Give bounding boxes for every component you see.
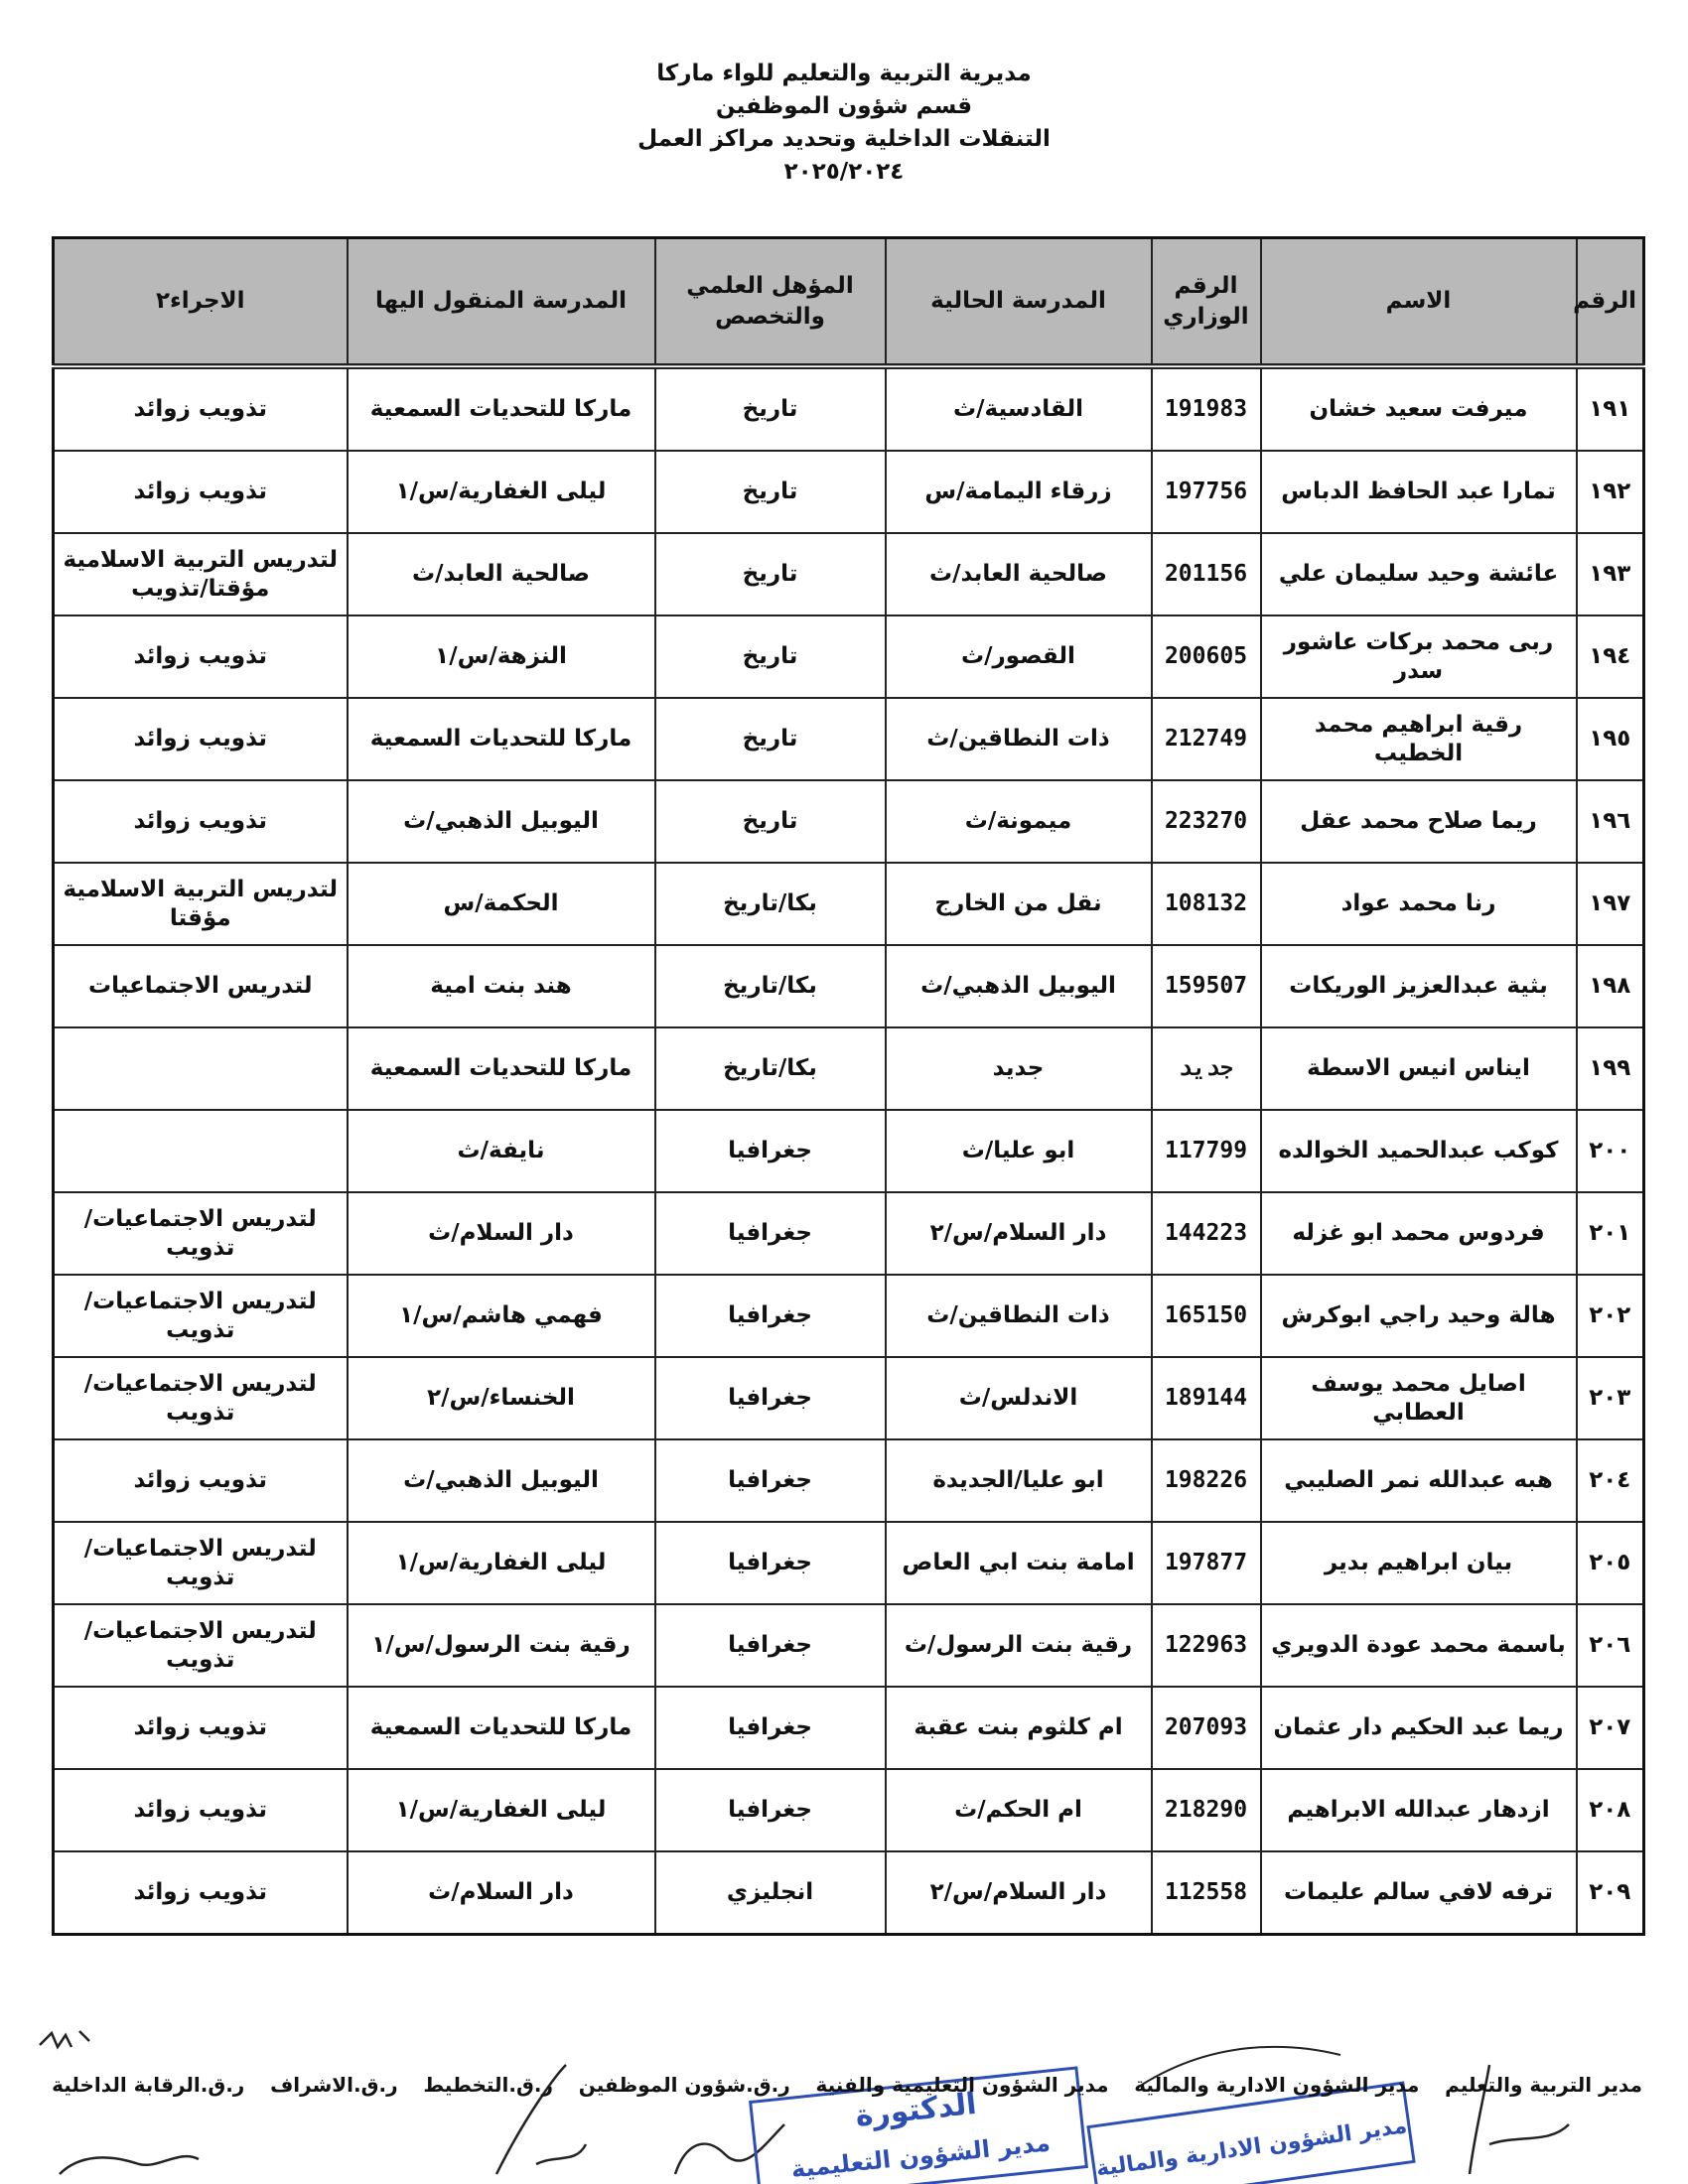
destination-school-cell: ماركا للتحديات السمعية xyxy=(348,1027,655,1110)
title-supervision: ر.ق.الاشراف xyxy=(270,2073,398,2097)
ministry-id-cell: 212749 xyxy=(1152,698,1261,780)
col-header-number: الرقم xyxy=(1577,238,1644,367)
header-subject: التنقلات الداخلية وتحديد مراكز العمل xyxy=(637,126,1051,152)
qualification-cell: تاريخ xyxy=(655,780,886,863)
table-row xyxy=(54,1769,1644,1851)
destination-school-cell: ماركا للتحديات السمعية xyxy=(348,1687,655,1769)
ministry-id-cell: 201156 xyxy=(1152,533,1261,615)
action-cell: لتدريس التربية الاسلامية مؤقتا xyxy=(54,863,348,945)
action-cell: تذويب زوائد xyxy=(54,366,348,451)
ministry-id-cell: 191983 xyxy=(1152,366,1261,451)
title-planning: ر.ق.التخطيط xyxy=(423,2073,553,2097)
table-row xyxy=(54,1027,1644,1110)
ministry-id-cell: جديد xyxy=(1152,1027,1261,1110)
action-cell: تذويب زوائد xyxy=(54,451,348,533)
action-cell: تذويب زوائد xyxy=(54,1851,348,1935)
employee-name-cell: عائشة وحيد سليمان علي xyxy=(1261,533,1577,615)
ministry-id-cell: 189144 xyxy=(1152,1357,1261,1439)
action-cell xyxy=(54,1027,348,1110)
current-school-cell: دار السلام/س/٢ xyxy=(886,1192,1152,1275)
current-school-cell: ام الحكم/ث xyxy=(886,1769,1152,1851)
qualification-cell: انجليزي xyxy=(655,1851,886,1935)
employee-name-cell: كوكب عبدالحميد الخوالده xyxy=(1261,1110,1577,1192)
table-row xyxy=(54,1522,1644,1604)
table-row xyxy=(54,698,1644,780)
qualification-cell: جغرافيا xyxy=(655,1110,886,1192)
col-header-action: الاجراء٢ xyxy=(54,238,348,367)
employee-name-cell: ربى محمد بركات عاشور سدر xyxy=(1261,615,1577,698)
current-school-cell: جديد xyxy=(886,1027,1152,1110)
current-school-cell: الاندلس/ث xyxy=(886,1357,1152,1439)
employee-name-cell: رنا محمد عواد xyxy=(1261,863,1577,945)
table-row xyxy=(54,451,1644,533)
qualification-cell: بكا/تاريخ xyxy=(655,945,886,1027)
table-row xyxy=(54,1357,1644,1439)
table-row xyxy=(54,1275,1644,1357)
qualification-cell: تاريخ xyxy=(655,451,886,533)
ministry-id-cell: 198226 xyxy=(1152,1439,1261,1522)
employee-name-cell: ايناس انيس الاسطة xyxy=(1261,1027,1577,1110)
qualification-cell: بكا/تاريخ xyxy=(655,1027,886,1110)
document-header xyxy=(0,58,1688,189)
destination-school-cell: ليلى الغفارية/س/١ xyxy=(348,1522,655,1604)
action-cell: لتدريس التربية الاسلامية مؤقتا/تذويب xyxy=(54,533,348,615)
action-cell: تذويب زوائد xyxy=(54,1439,348,1522)
current-school-cell: اليوبيل الذهبي/ث xyxy=(886,945,1152,1027)
employee-name-cell: اصايل محمد يوسف العطابي xyxy=(1261,1357,1577,1439)
current-school-cell: صالحية العابد/ث xyxy=(886,533,1152,615)
destination-school-cell: دار السلام/ث xyxy=(348,1851,655,1935)
ministry-id-cell: 144223 xyxy=(1152,1192,1261,1275)
title-staff-affairs: ر.ق.شؤون الموظفين xyxy=(578,2073,790,2097)
col-header-destination-school: المدرسة المنقول اليها xyxy=(348,238,655,367)
qualification-cell: جغرافيا xyxy=(655,1192,886,1275)
current-school-cell: ابو عليا/ث xyxy=(886,1110,1152,1192)
row-number-cell: ٢٠٢ xyxy=(1577,1275,1644,1357)
action-cell: تذويب زوائد xyxy=(54,698,348,780)
destination-school-cell: ماركا للتحديات السمعية xyxy=(348,698,655,780)
employee-name-cell: هالة وحيد راجي ابوكرش xyxy=(1261,1275,1577,1357)
employee-name-cell: فردوس محمد ابو غزله xyxy=(1261,1192,1577,1275)
destination-school-cell: الخنساء/س/٢ xyxy=(348,1357,655,1439)
table-row xyxy=(54,945,1644,1027)
table-row xyxy=(54,1851,1644,1935)
table-row xyxy=(54,1604,1644,1687)
qualification-cell: تاريخ xyxy=(655,615,886,698)
row-number-cell: ٢٠١ xyxy=(1577,1192,1644,1275)
employee-name-cell: ازدهار عبدالله الابراهيم xyxy=(1261,1769,1577,1851)
current-school-cell: ذات النطاقين/ث xyxy=(886,1275,1152,1357)
title-educational-affairs: مدير الشؤون التعليمية والفنية xyxy=(815,2073,1109,2097)
ministry-id-cell: 197756 xyxy=(1152,451,1261,533)
row-number-cell: ١٩٣ xyxy=(1577,533,1644,615)
qualification-cell: جغرافيا xyxy=(655,1439,886,1522)
table-row xyxy=(54,366,1644,451)
header-department: قسم شؤون الموظفين xyxy=(715,93,973,119)
row-number-cell: ١٩٨ xyxy=(1577,945,1644,1027)
row-number-cell: ١٩٩ xyxy=(1577,1027,1644,1110)
row-number-cell: ٢٠٨ xyxy=(1577,1769,1644,1851)
handwritten-signature xyxy=(675,2124,784,2174)
row-number-cell: ٢٠٤ xyxy=(1577,1439,1644,1522)
row-number-cell: ٢٠٧ xyxy=(1577,1687,1644,1769)
title-director: مدير التربية والتعليم xyxy=(1445,2073,1642,2097)
handwritten-signature xyxy=(40,2031,89,2047)
action-cell: لتدريس الاجتماعيات/تذويب xyxy=(54,1357,348,1439)
row-number-cell: ٢٠٥ xyxy=(1577,1522,1644,1604)
current-school-cell: دار السلام/س/٢ xyxy=(886,1851,1152,1935)
table-row xyxy=(54,1110,1644,1192)
transfers-table xyxy=(52,236,1645,1936)
qualification-cell: بكا/تاريخ xyxy=(655,863,886,945)
employee-name-cell: باسمة محمد عودة الدويري xyxy=(1261,1604,1577,1687)
row-number-cell: ١٩٤ xyxy=(1577,615,1644,698)
action-cell: لتدريس الاجتماعيات/تذويب xyxy=(54,1522,348,1604)
employee-name-cell: رقية ابراهيم محمد الخطيب xyxy=(1261,698,1577,780)
signature-stamp-area xyxy=(0,2025,1688,2184)
action-cell: تذويب زوائد xyxy=(54,1769,348,1851)
destination-school-cell: رقية بنت الرسول/س/١ xyxy=(348,1604,655,1687)
current-school-cell: ميمونة/ث xyxy=(886,780,1152,863)
ministry-id-cell: 207093 xyxy=(1152,1687,1261,1769)
action-cell: تذويب زوائد xyxy=(54,1687,348,1769)
header-year: ٢٠٢٥/٢٠٢٤ xyxy=(783,159,905,185)
qualification-cell: جغرافيا xyxy=(655,1275,886,1357)
row-number-cell: ٢٠٦ xyxy=(1577,1604,1644,1687)
current-school-cell: ام كلثوم بنت عقبة xyxy=(886,1687,1152,1769)
table-header-row xyxy=(54,238,1644,367)
destination-school-cell: ماركا للتحديات السمعية xyxy=(348,366,655,451)
header-directorate: مديرية التربية والتعليم للواء ماركا xyxy=(656,61,1032,86)
employee-name-cell: ميرفت سعيد خشان xyxy=(1261,366,1577,451)
row-number-cell: ٢٠٩ xyxy=(1577,1851,1644,1935)
employee-name-cell: بيان ابراهيم بدير xyxy=(1261,1522,1577,1604)
action-cell: تذويب زوائد xyxy=(54,780,348,863)
destination-school-cell: هند بنت امية xyxy=(348,945,655,1027)
row-number-cell: ١٩٢ xyxy=(1577,451,1644,533)
destination-school-cell: اليوبيل الذهبي/ث xyxy=(348,1439,655,1522)
row-number-cell: ٢٠٠ xyxy=(1577,1110,1644,1192)
stamp-text-3: مدير الشؤون الادارية والمالية xyxy=(1094,2114,1409,2182)
handwritten-signature xyxy=(60,2156,199,2174)
action-cell: لتدريس الاجتماعيات/تذويب xyxy=(54,1604,348,1687)
ministry-id-cell: 159507 xyxy=(1152,945,1261,1027)
current-school-cell: ذات النطاقين/ث xyxy=(886,698,1152,780)
table-row xyxy=(54,1439,1644,1522)
employee-name-cell: ريما عبد الحكيم دار عثمان xyxy=(1261,1687,1577,1769)
row-number-cell: ١٩٧ xyxy=(1577,863,1644,945)
title-internal-audit: ر.ق.الرقابة الداخلية xyxy=(52,2073,245,2097)
qualification-cell: تاريخ xyxy=(655,533,886,615)
official-stamp xyxy=(1088,2083,1414,2184)
qualification-cell: جغرافيا xyxy=(655,1687,886,1769)
destination-school-cell: دار السلام/ث xyxy=(348,1192,655,1275)
current-school-cell: القصور/ث xyxy=(886,615,1152,698)
ministry-id-cell: 112558 xyxy=(1152,1851,1261,1935)
action-cell xyxy=(54,1110,348,1192)
ministry-id-cell: 200605 xyxy=(1152,615,1261,698)
signature-titles xyxy=(52,2073,1642,2097)
ministry-id-cell: 108132 xyxy=(1152,863,1261,945)
table-row xyxy=(54,1192,1644,1275)
row-number-cell: ١٩١ xyxy=(1577,366,1644,451)
table-row xyxy=(54,780,1644,863)
destination-school-cell: النزهة/س/١ xyxy=(348,615,655,698)
row-number-cell: ٢٠٣ xyxy=(1577,1357,1644,1439)
col-header-current-school: المدرسة الحالية xyxy=(886,238,1152,367)
qualification-cell: جغرافيا xyxy=(655,1357,886,1439)
qualification-cell: جغرافيا xyxy=(655,1769,886,1851)
qualification-cell: جغرافيا xyxy=(655,1522,886,1604)
destination-school-cell: ليلى الغفارية/س/١ xyxy=(348,1769,655,1851)
ministry-id-cell: 117799 xyxy=(1152,1110,1261,1192)
ministry-id-cell: 122963 xyxy=(1152,1604,1261,1687)
title-admin-finance: مدير الشؤون الادارية والمالية xyxy=(1134,2073,1420,2097)
action-cell: لتدريس الاجتماعيات xyxy=(54,945,348,1027)
destination-school-cell: نايفة/ث xyxy=(348,1110,655,1192)
qualification-cell: تاريخ xyxy=(655,366,886,451)
qualification-cell: تاريخ xyxy=(655,698,886,780)
col-header-ministry-id: الرقم الوزاري xyxy=(1152,238,1261,367)
destination-school-cell: صالحية العابد/ث xyxy=(348,533,655,615)
ministry-id-cell: 165150 xyxy=(1152,1275,1261,1357)
col-header-qualification: المؤهل العلمي والتخصص xyxy=(655,238,886,367)
employee-name-cell: بثية عبدالعزيز الوريكات xyxy=(1261,945,1577,1027)
row-number-cell: ١٩٥ xyxy=(1577,698,1644,780)
current-school-cell: ابو عليا/الجديدة xyxy=(886,1439,1152,1522)
table-row xyxy=(54,1687,1644,1769)
table-row xyxy=(54,615,1644,698)
col-header-name: الاسم xyxy=(1261,238,1577,367)
current-school-cell: القادسية/ث xyxy=(886,366,1152,451)
ministry-id-cell: 223270 xyxy=(1152,780,1261,863)
destination-school-cell: ليلى الغفارية/س/١ xyxy=(348,451,655,533)
current-school-cell: رقية بنت الرسول/ث xyxy=(886,1604,1152,1687)
table-row xyxy=(54,863,1644,945)
employee-name-cell: ريما صلاح محمد عقل xyxy=(1261,780,1577,863)
table-row xyxy=(54,533,1644,615)
action-cell: لتدريس الاجتماعيات/تذويب xyxy=(54,1192,348,1275)
row-number-cell: ١٩٦ xyxy=(1577,780,1644,863)
current-school-cell: زرقاء اليمامة/س xyxy=(886,451,1152,533)
stamp-text-2: مدير الشؤون التعليمية xyxy=(789,2128,1053,2184)
ministry-id-cell: 197877 xyxy=(1152,1522,1261,1604)
employee-name-cell: تمارا عبد الحافظ الدباس xyxy=(1261,451,1577,533)
ministry-id-cell: 218290 xyxy=(1152,1769,1261,1851)
qualification-cell: جغرافيا xyxy=(655,1604,886,1687)
current-school-cell: نقل من الخارج xyxy=(886,863,1152,945)
action-cell: لتدريس الاجتماعيات/تذويب xyxy=(54,1275,348,1357)
destination-school-cell: اليوبيل الذهبي/ث xyxy=(348,780,655,863)
action-cell: تذويب زوائد xyxy=(54,615,348,698)
employee-name-cell: ترفه لافي سالم عليمات xyxy=(1261,1851,1577,1935)
stamp-text-1: الدكتورة xyxy=(853,2086,979,2134)
employee-name-cell: هبه عبدالله نمر الصليبي xyxy=(1261,1439,1577,1522)
current-school-cell: امامة بنت ابي العاص xyxy=(886,1522,1152,1604)
destination-school-cell: الحكمة/س xyxy=(348,863,655,945)
destination-school-cell: فهمي هاشم/س/١ xyxy=(348,1275,655,1357)
